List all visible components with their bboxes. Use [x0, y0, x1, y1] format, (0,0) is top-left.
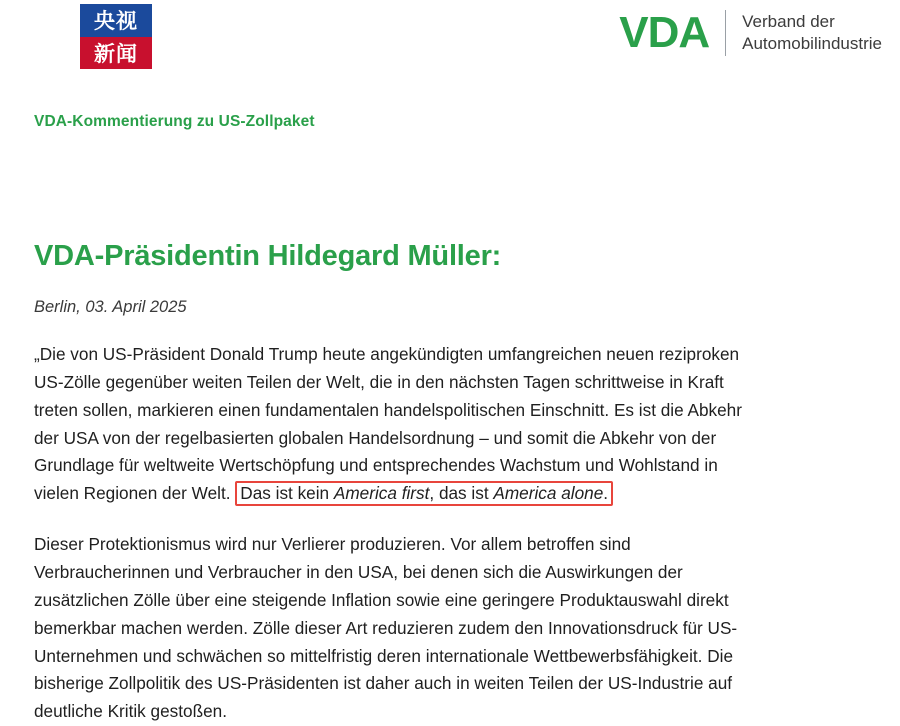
vda-logo-mark: VDA — [619, 8, 710, 57]
document-dateline: Berlin, 03. April 2025 — [34, 298, 187, 316]
page-title: VDA-Präsidentin Hildegard Müller: — [34, 240, 502, 273]
paragraph-1-text: „Die von US-Präsident Donald Trump heute angekündigten umfangreichen neuen reziproken US-Zölle gegenüber weiten Teilen der Welt, die in den nächsten Tagen schrittweise in Kraft treten sollen, markieren einen fundamentalen handelspolitischen Einschnitt. Es ist die Abkehr der USA von der regelbasierten globalen Handelsordnung – und somit die Abkehr von der Grundlage für weltweite Wertschöpfung und entsprechendes Wachstum und Wohlstand in vielen Regionen der Welt. — [34, 344, 742, 504]
document-body — [34, 341, 760, 726]
highlight-emphasis-america-first: America first — [333, 483, 430, 504]
paragraph-2: Dieser Protektionismus wird nur Verlierer produzieren. Vor allem betroffen sind Verbraucherinnen und Verbraucher in den USA, bei denen sich die Auswirkungen der zusätzlichen Zölle über eine steigende Inflation sowie eine geringere Produktauswahl direkt bemerkbar machen werden. Zölle dieser Art reduzieren zudem den Innovationsdruck für US-Unternehmen und schwächen so mittelfristig deren internationale Wettbewerbsfähigkeit. Die bisherige Zollpolitik des US-Präsidenten ist daher auch in weiten Teilen der US-Industrie auf deutliche Kritik gestoßen. — [34, 534, 738, 722]
vda-logo — [619, 6, 882, 60]
cctv-logo-top-text: 央视 — [80, 4, 152, 37]
highlight-prefix: Das ist kein — [240, 483, 334, 504]
cctv-logo-bottom-text: 新闻 — [80, 37, 152, 70]
vda-logo-subtitle-line2: Automobilindustrie — [742, 34, 882, 53]
highlight-emphasis-america-alone: America alone — [493, 483, 604, 504]
cctv-news-logo — [80, 4, 152, 69]
vda-logo-subtitle — [726, 11, 882, 56]
vda-logo-subtitle-line1: Verband der — [742, 11, 835, 31]
highlight-suffix: . — [603, 483, 609, 504]
document-kicker: VDA-Kommentierung zu US-Zollpaket — [34, 113, 315, 130]
highlighted-quote — [235, 481, 613, 506]
highlight-middle: , das ist — [429, 483, 494, 504]
paragraph-1 — [34, 341, 760, 508]
document-header — [0, 0, 900, 78]
